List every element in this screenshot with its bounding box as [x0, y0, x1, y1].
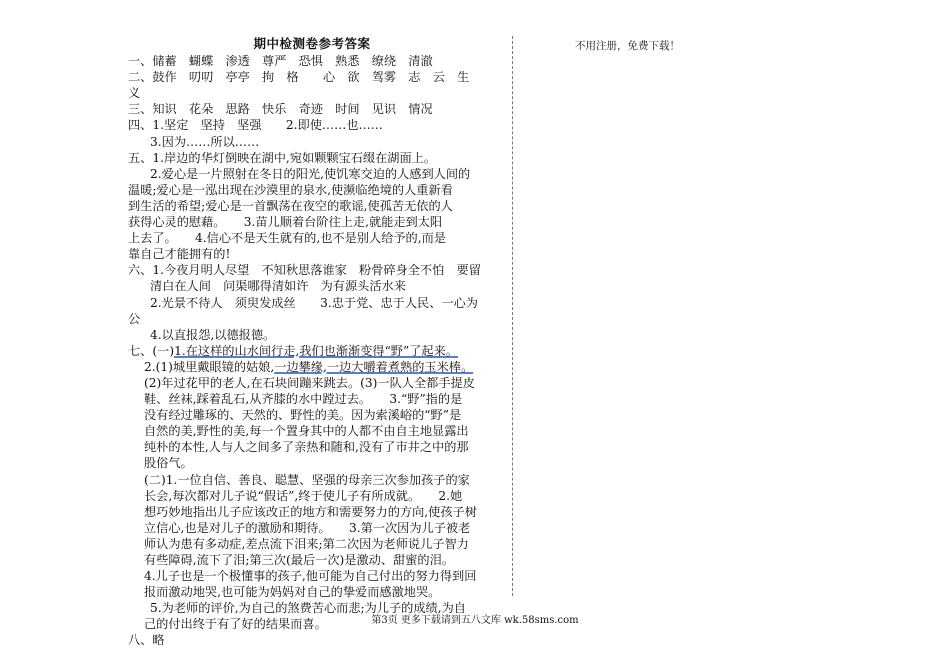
answer-line: 自然的美,野性的美,每一个置身其中的人都不由自主地显露出 [144, 424, 469, 439]
answer-line: 立信心,也是对儿子的激励和期待。 3.第一次因为儿子被老 [144, 520, 471, 535]
answer-line: 师认为患有多动症,差点流下泪来;第二次因为老师说儿子智力 [144, 536, 469, 551]
answer-line: 到生活的希望;爱心是一首飘荡在夜空的歌谣,使孤苦无依的人 [128, 198, 453, 213]
answer-line: 报而激动地哭,也可能为妈妈对自己的挚爱而感激地哭。 [144, 585, 441, 600]
answer-line: (2)年过花甲的老人,在石块间蹦来跳去。(3)一队人全都手提皮 [144, 375, 475, 390]
answer-line: 3.因为……所以…… [150, 134, 260, 149]
section-label: 七、(一) [128, 343, 175, 358]
answer-line: 三、知识 花朵 思路 快乐 奇迹 时间 见识 情况 [128, 102, 433, 117]
answer-line: 五、1.岸边的华灯倒映在湖中,宛如颗颗宝石缀在湖面上。 [128, 150, 437, 165]
answer-line: 六、1.今夜月明人尽望 不知秋思落谁家 粉骨碎身全不怕 要留 [128, 263, 481, 278]
answer-line: 4.儿子也是一个极懂事的孩子,他可能为自己付出的努力得到回 [144, 569, 477, 584]
answer-line: 鞋、丝袜,踩着乱石,从齐膝的水中蹚过去。 3.“野”指的是 [144, 392, 463, 407]
answer-line: 公 [128, 311, 141, 326]
answer-line: 长会,每次都对儿子说“假话”,终于使儿子有所成就。 2.她 [144, 488, 463, 503]
page-footer: 第3页 更多下载请到五八文库 wk.58sms.com [371, 615, 579, 626]
answer-line [128, 359, 496, 375]
page-title: 期中检测卷参考答案 [253, 36, 371, 51]
answer-line: 一、储蓄 蝴蝶 渗透 尊严 恐惧 熟悉 缭绕 清澈 [128, 54, 433, 69]
answer-line: 4.以直报怨,以德报德。 [150, 327, 276, 342]
answer-line: 获得心灵的慰藉。 3.苗儿顺着台阶往上走,就能走到太阳 [128, 215, 443, 230]
answer-line: 上去了。 4.信心不是天生就有的,也不是别人给予的,而是 [128, 231, 446, 246]
answer-line: 2.爱心是一片照射在冬日的阳光,使饥寒交迫的人感到人间的 [150, 166, 471, 181]
download-note: 不用注册，免费下载！ [575, 40, 680, 52]
answer-line: 温暖;爱心是一泓出现在沙漠里的泉水,使濒临绝境的人重新看 [128, 182, 453, 197]
answer-line: 己的付出终于有了好的结果而喜。 [144, 617, 327, 632]
answer-line: 股俗气。 [144, 456, 193, 471]
answer-line: 义 [128, 86, 141, 101]
answer-line: 2.光景不待人 须臾发成丝 3.忠于党、忠于人民、一心为 [150, 295, 478, 310]
answer-line: 有些障碍,流下了泪;第三次(最后一次)是激动、甜蜜的泪。 [144, 553, 454, 567]
answer-line: (二)1.一位自信、善良、聪慧、坚强的母亲三次参加孩子的家 [144, 472, 470, 487]
answer-line: 四、1.坚定 坚持 坚强 2.即使……也…… [128, 118, 383, 133]
answer-line: 靠自己才能拥有的! [128, 247, 231, 262]
answer-line: 没有经过雕琢的、天然的、野性的美。因为索溪峪的“野”是 [144, 408, 462, 423]
answer-text: 2.(1)城里戴眼镜的姑娘, [144, 359, 275, 374]
underlined-answer: 1.在这样的山水间行走,我们也渐渐变得“野”了起来。 [174, 343, 458, 358]
answer-line: 纯朴的本性,人与人之间多了亲热和随和,没有了市井之中的那 [144, 440, 469, 455]
answer-line: 想巧妙地指出儿子应该改正的地方和需要努力的方向,使孩子树 [144, 504, 477, 519]
answer-line: 清白在人间 问渠哪得清如许 为有源头活水来 [150, 279, 406, 294]
column-divider [512, 36, 513, 596]
answer-line: 5.为老师的评价,为自己的煞费苦心而悲;为儿子的成绩,为自 [150, 601, 466, 616]
answer-line: 八、略 [128, 633, 165, 648]
underlined-answer: 一边攀缘,一边大嚼着煮熟的玉米棒。 [274, 359, 474, 374]
answer-column [128, 36, 496, 649]
answer-line: 二、鼓作 叨叨 亭亭 拘 格 心 欲 驾雾 志 云 生 [128, 70, 470, 85]
answer-line [128, 343, 496, 359]
